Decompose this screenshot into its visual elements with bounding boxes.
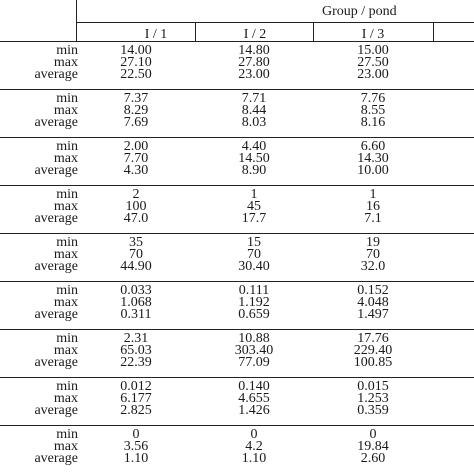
table-cell: 8.29 <box>123 103 149 118</box>
table-cell: 45 <box>247 199 261 214</box>
table-cell: 30.40 <box>238 259 270 274</box>
table-cell: 2 <box>132 187 140 202</box>
column-divider-2 <box>313 22 314 41</box>
block-separator <box>0 377 474 378</box>
row-label-average: average <box>34 403 78 418</box>
table-cell: 14.30 <box>357 151 389 166</box>
table-cell: 16 <box>366 199 380 214</box>
group-title: Group / pond <box>322 4 397 19</box>
table-cell: 1.10 <box>123 451 149 466</box>
table-cell: 44.90 <box>120 259 152 274</box>
table-cell: 7.76 <box>360 91 386 106</box>
table-cell: 19 <box>366 235 380 250</box>
row-label-average: average <box>34 67 78 82</box>
table-cell: 303.40 <box>234 343 274 358</box>
block-separator <box>0 329 474 330</box>
table-cell: 0.012 <box>120 379 152 394</box>
table-cell: 0.140 <box>238 379 270 394</box>
block-separator <box>0 281 474 282</box>
table-cell: 2.00 <box>123 139 149 154</box>
table-cell: 23.00 <box>357 67 389 82</box>
table-cell: 100 <box>125 199 147 214</box>
row-label-min: min <box>56 283 78 298</box>
table-cell: 8.03 <box>241 115 267 130</box>
table-cell: 1.426 <box>238 403 270 418</box>
row-label-min: min <box>56 139 78 154</box>
table-cell: 1.068 <box>120 295 152 310</box>
block-separator <box>0 185 474 186</box>
table-cell: 7.37 <box>123 91 149 106</box>
table-cell: 27.80 <box>238 55 270 70</box>
table-cell: 10.88 <box>238 331 270 346</box>
table-cell: 27.50 <box>357 55 389 70</box>
table-cell: 70 <box>129 247 143 262</box>
row-label-average: average <box>34 451 78 466</box>
table-cell: 19.84 <box>357 439 389 454</box>
row-label-max: max <box>53 343 78 358</box>
header-left-divider <box>76 0 77 41</box>
table-cell: 8.16 <box>360 115 386 130</box>
table-cell: 100.85 <box>353 355 393 370</box>
row-label-max: max <box>53 247 78 262</box>
table-cell: 14.00 <box>120 43 152 58</box>
row-label-min: min <box>56 427 78 442</box>
header-bottom-rule <box>0 41 474 42</box>
table-cell: 0 <box>250 427 258 442</box>
row-label-average: average <box>34 211 78 226</box>
table-cell: 0.033 <box>120 283 152 298</box>
table-cell: 8.90 <box>241 163 267 178</box>
table-cell: 70 <box>366 247 380 262</box>
table-cell: 0.311 <box>120 307 152 322</box>
row-label-min: min <box>56 331 78 346</box>
table-cell: 65.03 <box>120 343 152 358</box>
table-cell: 0.659 <box>238 307 270 322</box>
table-cell: 6.60 <box>360 139 386 154</box>
table-cell: 4.655 <box>238 391 270 406</box>
row-label-average: average <box>34 163 78 178</box>
column-header-3: I / 3 <box>361 27 385 42</box>
row-label-max: max <box>53 55 78 70</box>
table-cell: 10.00 <box>357 163 389 178</box>
table-cell: 8.44 <box>241 103 267 118</box>
table-cell: 8.55 <box>360 103 386 118</box>
row-label-average: average <box>34 115 78 130</box>
row-label-max: max <box>53 103 78 118</box>
row-label-max: max <box>53 439 78 454</box>
table-cell: 2.60 <box>360 451 386 466</box>
row-label-min: min <box>56 187 78 202</box>
table-cell: 0 <box>369 427 377 442</box>
row-label-min: min <box>56 43 78 58</box>
row-label-max: max <box>53 151 78 166</box>
table-cell: 4.2 <box>245 439 263 454</box>
block-separator <box>0 425 474 426</box>
table-cell: 22.39 <box>120 355 152 370</box>
row-label-average: average <box>34 307 78 322</box>
table-cell: 0.111 <box>238 283 270 298</box>
row-label-max: max <box>53 295 78 310</box>
block-separator <box>0 137 474 138</box>
table-cell: 1.253 <box>357 391 389 406</box>
table-cell: 35 <box>129 235 143 250</box>
table-cell: 15.00 <box>357 43 389 58</box>
column-header-2: I / 2 <box>243 27 267 42</box>
row-label-max: max <box>53 391 78 406</box>
table-cell: 14.50 <box>238 151 270 166</box>
row-label-average: average <box>34 355 78 370</box>
table-cell: 1 <box>250 187 258 202</box>
table-cell: 14.80 <box>238 43 270 58</box>
table-cell: 3.56 <box>123 439 149 454</box>
table-cell: 4.30 <box>123 163 149 178</box>
row-label-min: min <box>56 91 78 106</box>
table-cell: 0 <box>132 427 140 442</box>
header-group-rule <box>76 22 474 23</box>
table-cell: 4.40 <box>241 139 267 154</box>
column-header-1: I / 1 <box>144 27 168 42</box>
row-label-min: min <box>56 379 78 394</box>
table-cell: 70 <box>247 247 261 262</box>
table-cell: 15 <box>247 235 261 250</box>
table-cell: 2.825 <box>120 403 152 418</box>
table-cell: 1 <box>369 187 377 202</box>
block-separator <box>0 233 474 234</box>
table-cell: 22.50 <box>120 67 152 82</box>
table-cell: 0.359 <box>357 403 389 418</box>
table-cell: 0.152 <box>357 283 389 298</box>
table-cell: 32.0 <box>360 259 386 274</box>
row-label-average: average <box>34 259 78 274</box>
table-cell: 1.10 <box>241 451 267 466</box>
table-cell: 2.31 <box>123 331 149 346</box>
table-cell: 77.09 <box>238 355 270 370</box>
table-cell: 27.10 <box>120 55 152 70</box>
column-divider-1 <box>195 22 196 41</box>
table-cell: 7.70 <box>123 151 149 166</box>
row-label-min: min <box>56 235 78 250</box>
table-cell: 7.1 <box>364 211 382 226</box>
table-cell: 7.71 <box>241 91 267 106</box>
table-cell: 0.015 <box>357 379 389 394</box>
row-label-max: max <box>53 199 78 214</box>
table-cell: 17.7 <box>241 211 267 226</box>
table-cell: 23.00 <box>238 67 270 82</box>
table-cell: 1.497 <box>357 307 389 322</box>
column-divider-3 <box>433 22 434 41</box>
table-cell: 47.0 <box>123 211 149 226</box>
table-cell: 17.76 <box>357 331 389 346</box>
table-cell: 7.69 <box>123 115 149 130</box>
block-separator <box>0 89 474 90</box>
table-cell: 6.177 <box>120 391 152 406</box>
table-cell: 1.192 <box>238 295 270 310</box>
table-cell: 4.048 <box>357 295 389 310</box>
table-cell: 229.40 <box>353 343 393 358</box>
